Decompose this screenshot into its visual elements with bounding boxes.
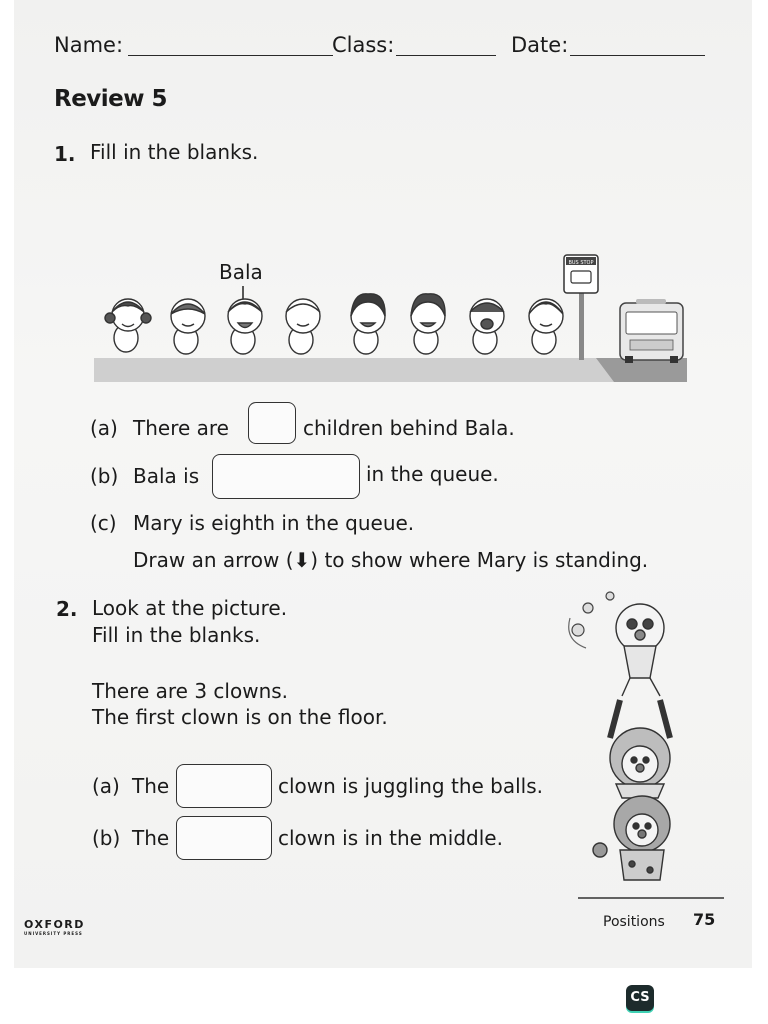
q2a-answer-box[interactable] xyxy=(176,764,272,808)
q1b-text-before: Bala is xyxy=(133,464,200,488)
q1c-line1: Mary is eighth in the queue. xyxy=(133,511,415,535)
q1-instruction: Fill in the blanks. xyxy=(90,140,259,164)
q1a-answer-box[interactable] xyxy=(248,402,296,444)
q1-number: 1. xyxy=(54,142,76,166)
q2-line2: Fill in the blanks. xyxy=(92,623,261,647)
q2-info2: The first clown is on the floor. xyxy=(92,705,388,729)
name-blank[interactable] xyxy=(128,55,333,56)
bottom-clown xyxy=(593,796,670,880)
q1c-line2: Draw an arrow (⬇) to show where Mary is standing. xyxy=(133,548,649,572)
class-label: Class: xyxy=(332,33,395,57)
child-4 xyxy=(286,299,320,354)
camscanner-badge: CS xyxy=(626,985,654,1011)
q2b-answer-box[interactable] xyxy=(176,816,272,860)
bus-stop-text: BUS STOP xyxy=(568,260,594,266)
q2a-prefix: (a) xyxy=(92,774,120,798)
q2-info1: There are 3 clowns. xyxy=(92,679,289,703)
date-label: Date: xyxy=(511,33,569,57)
q2b-text-before: The xyxy=(132,826,170,850)
publisher-name: OXFORD xyxy=(24,918,85,931)
child-2 xyxy=(171,299,205,354)
child-1 xyxy=(105,299,151,352)
q1a-text-before: There are xyxy=(133,416,229,440)
bus-icon xyxy=(620,299,683,363)
section-name: Positions xyxy=(603,914,665,930)
q2a-text-before: The xyxy=(132,774,170,798)
q1b-answer-box[interactable] xyxy=(212,454,360,499)
child-bala xyxy=(228,299,262,354)
publisher-subtitle: UNIVERSITY PRESS xyxy=(24,931,83,936)
child-7 xyxy=(470,299,504,354)
class-blank[interactable] xyxy=(396,55,496,56)
q1a-prefix: (a) xyxy=(90,416,118,440)
queue-illustration xyxy=(14,240,752,390)
worksheet-page xyxy=(14,0,752,968)
bus-stop-sign-icon xyxy=(564,255,598,360)
q1a-text-after: children behind Bala. xyxy=(303,416,515,440)
q2-line1: Look at the picture. xyxy=(92,596,288,620)
q1b-text-after: in the queue. xyxy=(366,462,499,486)
date-blank[interactable] xyxy=(570,55,705,56)
child-8 xyxy=(529,299,563,354)
top-clown xyxy=(616,604,664,696)
middle-clown xyxy=(610,700,670,798)
q2-number: 2. xyxy=(56,597,78,621)
ground xyxy=(94,358,687,382)
child-6 xyxy=(411,294,445,354)
q2b-prefix: (b) xyxy=(92,826,121,850)
q2a-text-after: clown is juggling the balls. xyxy=(278,774,543,798)
juggling-balls-icon xyxy=(569,592,614,648)
bala-label: Bala xyxy=(219,260,263,284)
q1b-prefix: (b) xyxy=(90,464,119,488)
publisher-logo xyxy=(24,918,85,936)
page-number: 75 xyxy=(693,910,716,929)
q1c-prefix: (c) xyxy=(90,511,117,535)
name-label: Name: xyxy=(54,33,124,57)
clown-stack-illustration xyxy=(550,588,725,903)
child-5 xyxy=(351,294,385,354)
q2b-text-after: clown is in the middle. xyxy=(278,826,503,850)
page-title: Review 5 xyxy=(54,86,168,112)
